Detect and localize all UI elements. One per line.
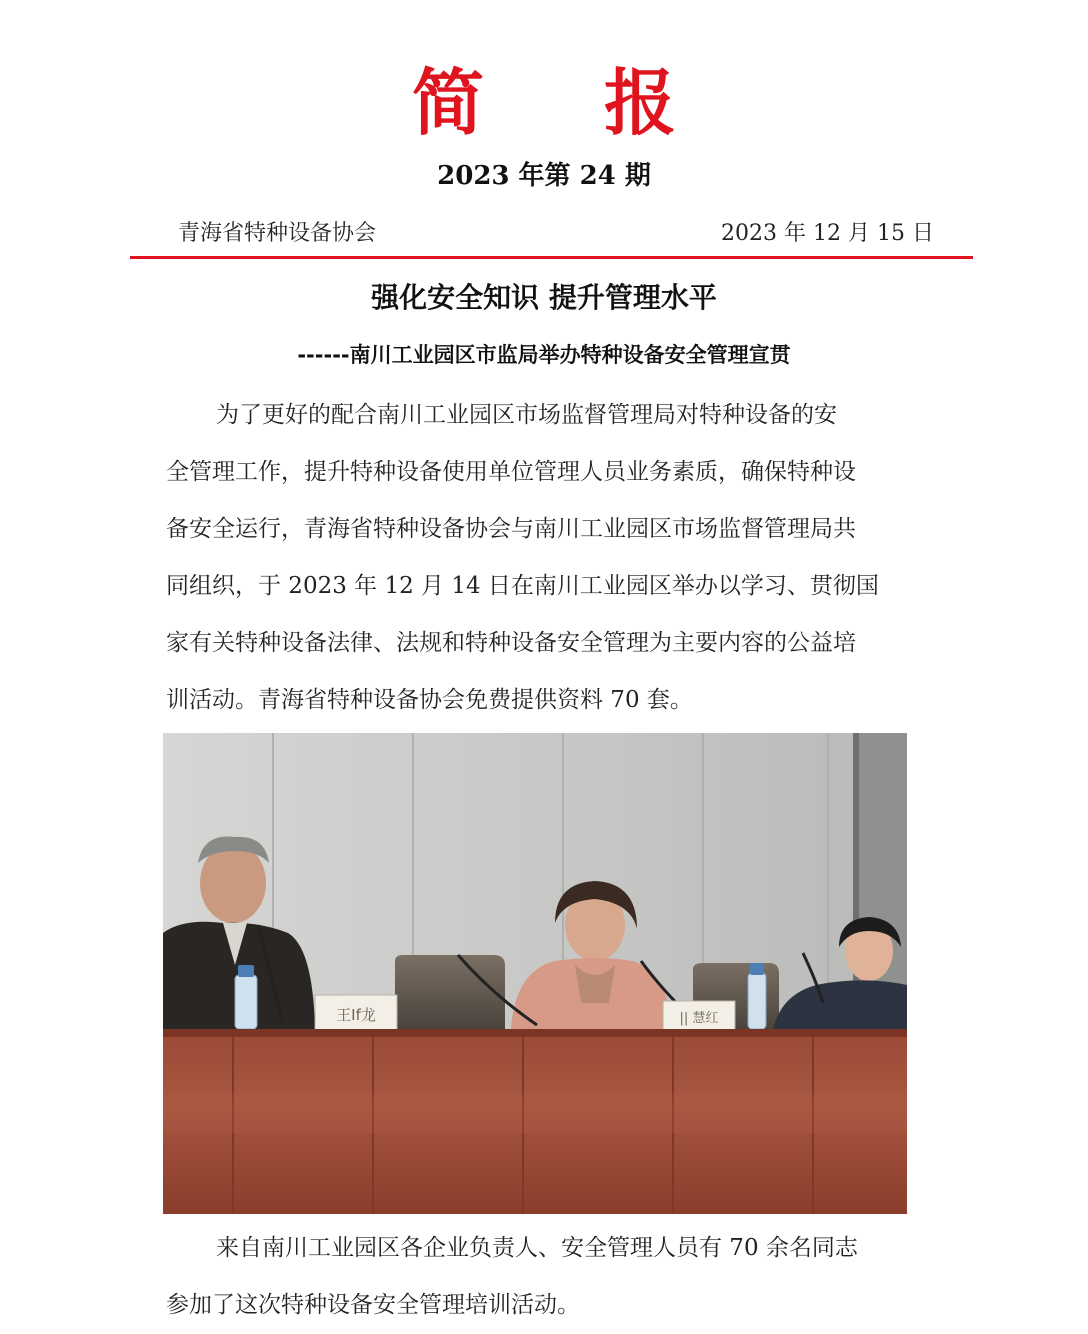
paragraph-1-line: 备安全运行，青海省特种设备协会与南川工业园区市场监督管理局共 <box>166 516 856 542</box>
paragraph-1-line: 家有关特种设备法律、法规和特种设备安全管理为主要内容的公益培 <box>166 630 856 656</box>
publish-date: 2023 年 12 月 15 日 <box>721 221 934 246</box>
issue-number: 2023 年第 24 期 <box>437 161 651 191</box>
masthead-title <box>0 58 1088 148</box>
masthead-char-2: 报 <box>604 61 677 145</box>
paragraph-1 <box>166 387 926 729</box>
paragraph-2-line: 来自南川工业园区各企业负责人、安全管理人员有 70 余名同志 <box>216 1235 858 1261</box>
nameplate-left-text: 王If龙 <box>336 1006 376 1024</box>
nameplate-mid-text: || 慧红 <box>679 1011 719 1026</box>
paragraph-1-line: 为了更好的配合南川工业园区市场监督管理局对特种设备的安 <box>216 402 837 428</box>
article-headline: 强化安全知识 提升管理水平 <box>371 281 717 314</box>
meeting-photo <box>163 733 907 1214</box>
paragraph-2-line: 参加了这次特种设备安全管理培训活动。 <box>166 1292 580 1318</box>
paragraph-1-line: 同组织，于 2023 年 12 月 14 日在南川工业园区举办以学习、贯彻国 <box>166 573 879 599</box>
masthead-char-1: 简 <box>411 61 484 145</box>
paragraph-1-line: 全管理工作，提升特种设备使用单位管理人员业务素质，确保特种设 <box>166 459 856 485</box>
paragraph-2 <box>166 1220 926 1334</box>
organization-name: 青海省特种设备协会 <box>178 221 377 246</box>
paragraph-1-line: 训活动。青海省特种设备协会免费提供资料 70 套。 <box>166 687 693 713</box>
red-divider <box>130 256 973 259</box>
meta-row <box>178 218 934 250</box>
article-subheadline: ------南川工业园区市监局举办特种设备安全管理宣贯 <box>297 343 791 367</box>
